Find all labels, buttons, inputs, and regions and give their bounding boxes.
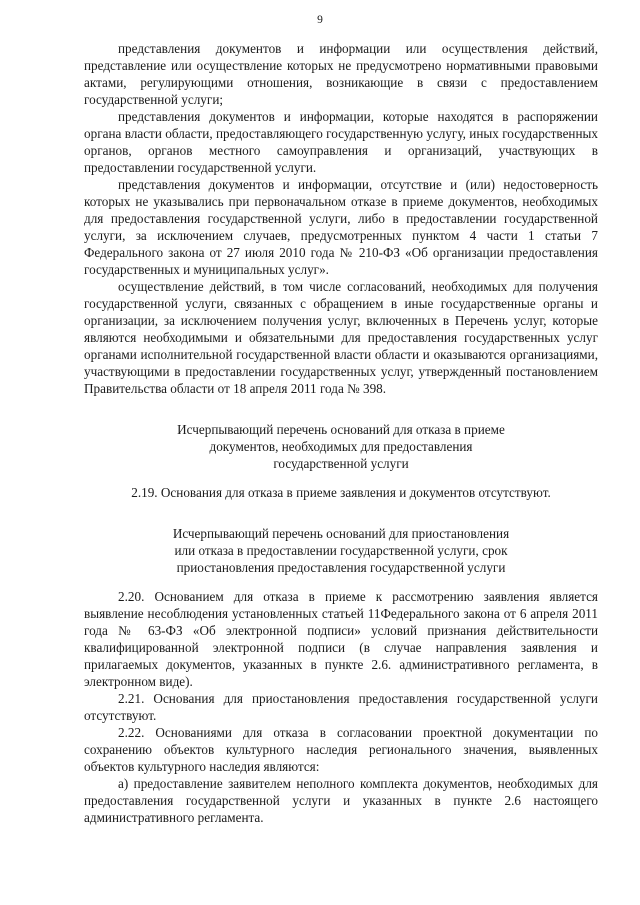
paragraph-top-2: представления документов и информации, которые находятся в распоряжении органа власти области, предоставляющего государственную услугу, иных государственных органов, органов местного самоуправления и организаций, участвующих в предоставлении государственной услуги. [84, 109, 598, 175]
heading-line: документов, необходимых для предоставления [209, 439, 473, 454]
paragraph-top-1: представления документов и информации или осуществления действий, представление или осуществление которых не предусмотрено нормативными правовыми актами, регулирующими отношения, возникающие в связи с предоставлением государственной услуги; [84, 41, 598, 107]
clause-2-20: 2.20. Основанием для отказа в приеме к рассмотрению заявления является выявление несоблюдения установленных статьей 11Федерального закона от 6 апреля 2011 года № 63-ФЗ «Об электронной подписи» условий признания действительности квалифицированной электронной подписи (в случае направления заявления и прилагаемых документов, указанных в пункте 2.6. административного регламента, в электронном виде). [84, 589, 598, 689]
clause-2-19: 2.19. Основания для отказа в приеме заявления и документов отсутствуют. [131, 485, 551, 500]
clause-2-22-a: а) предоставление заявителем неполного комплекта документов, необходимых для предоставления государственной услуги и указанных в пункте 2.6 настоящего административного регламента. [84, 776, 598, 825]
heading-line: государственной услуги [273, 456, 409, 471]
paragraph-top-4: осуществление действий, в том числе согласований, необходимых для получения государственной услуги, связанных с обращением в иные государственные органы и организации, за исключением получения услуг, включенных в Перечень услуг, которые являются необходимыми и обязательными для предоставления государственных услуг органами исполнительной государственной власти области и оказываются организациями, участвующими в предоставлении государственных услуг, утвержденный постановлением Правительства области от 18 апреля 2011 года № 398. [84, 279, 598, 396]
page-number: 9 [317, 14, 323, 26]
heading-line: приостановления предоставления государственной услуги [176, 560, 506, 575]
section-heading-refusal-acceptance [84, 421, 598, 472]
heading-line: Исчерпывающий перечень оснований для приостановления [172, 526, 510, 541]
clause-2-22: 2.22. Основаниями для отказа в согласовании проектной документации по сохранению объектов культурного наследия регионального значения, выявленных объектов культурного наследия являются: [84, 725, 598, 774]
heading-line: или отказа в предоставлении государственной услуги, срок [174, 543, 508, 558]
clause-2-21: 2.21. Основания для приостановления предоставления государственной услуги отсутствуют. [84, 691, 598, 723]
document-body [84, 40, 598, 826]
paragraph-top-3: представления документов и информации, отсутствие и (или) недостоверность которых не указывались при первоначальном отказе в приеме документов, необходимых для предоставления государственной услуги, либо в предоставлении государственной услуги, за исключением случаев, предусмотренных пунктом 4 части 1 статьи 7 Федерального закона от 27 июля 2010 года № 210-ФЗ «Об организации предоставления государственных и муниципальных услуг». [84, 177, 598, 277]
section-heading-suspension [84, 525, 598, 576]
heading-line: Исчерпывающий перечень оснований для отказа в приеме [177, 422, 505, 437]
